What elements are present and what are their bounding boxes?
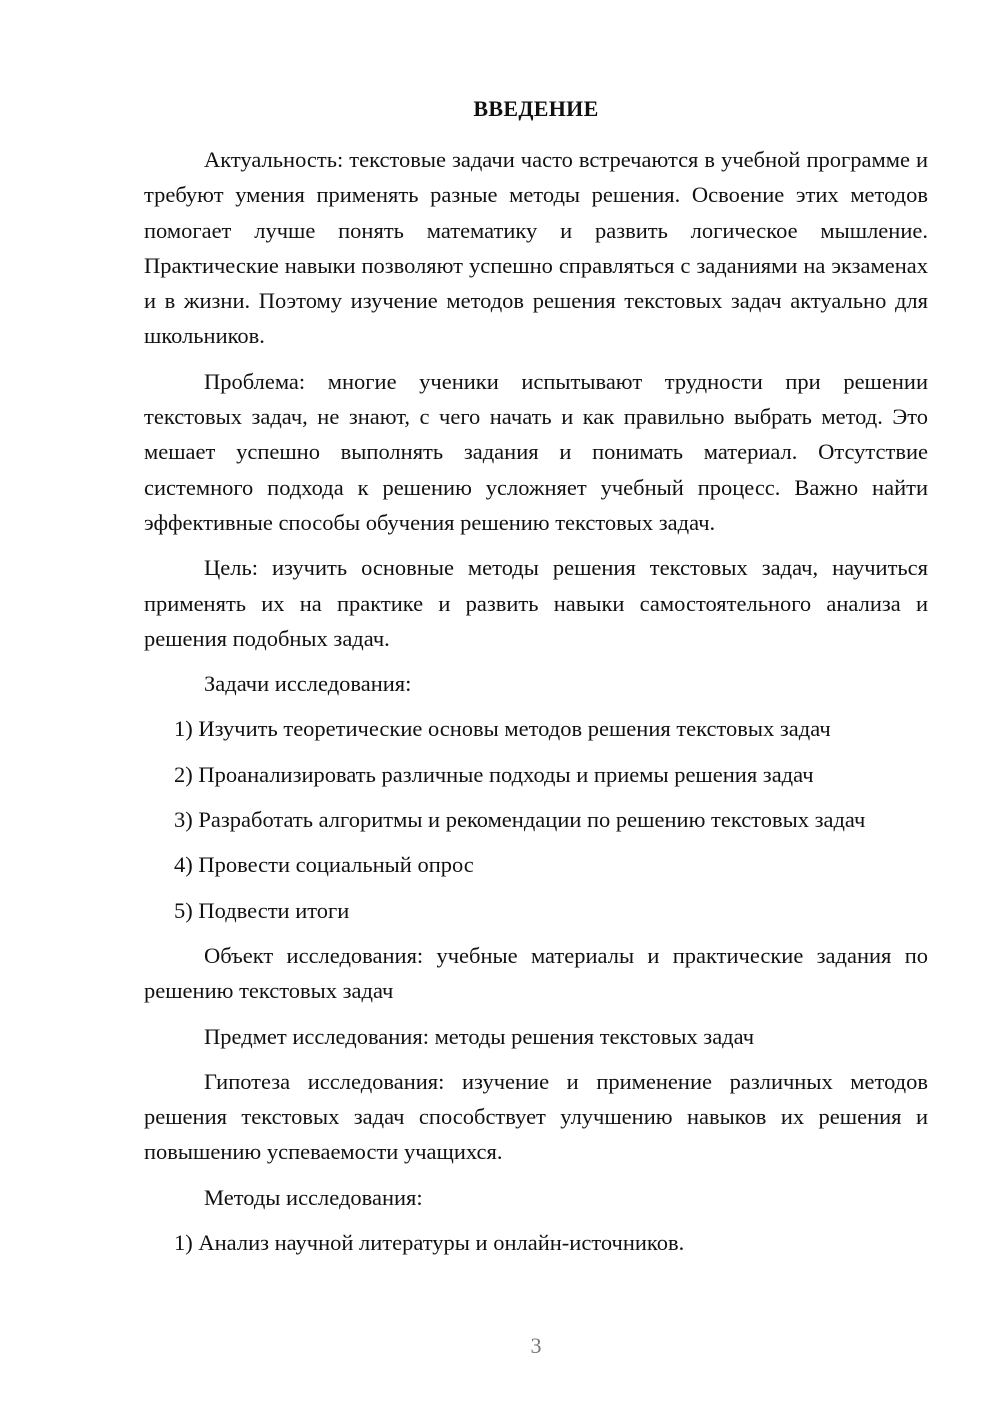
hypothesis-paragraph: Гипотеза исследования: изучение и применение различных методов решения текстовых задач способствует улучшению навыков их решения и повышению успеваемости учащихся.	[144, 1068, 928, 1165]
section-heading: ВВЕДЕНИЕ	[473, 96, 599, 121]
object-paragraph: Объект исследования: учебные материалы и практические задания по решению текстовых задач	[144, 942, 928, 1004]
subject-paragraph: Предмет исследования: методы решения текстовых задач	[204, 1023, 755, 1049]
relevance-paragraph: Актуальность: текстовые задачи часто встречаются в учебной программе и требуют умения применять разные методы решения. Освоение этих методов помогает лучше понять математику и развить логическое мышление. Практические навыки позволяют успешно справляться с заданиями на экзаменах и в жизни. Поэтому изучение методов решения текстовых задач актуально для школьников.	[144, 147, 928, 349]
task-item: 3) Разработать алгоритмы и рекомендации по решению текстовых задач	[174, 807, 866, 833]
task-item: 5) Подвести итоги	[174, 897, 350, 923]
task-item: 4) Провести социальный опрос	[174, 852, 474, 878]
task-item: 1) Изучить теоретические основы методов решения текстовых задач	[174, 716, 831, 742]
problem-paragraph: Проблема: многие ученики испытывают трудности при решении текстовых задач, не знают, с чего начать и как правильно выбрать метод. Это мешает успешно выполнять задания и понимать материал. Отсутствие системного подхода к решению усложняет учебный процесс. Важно найти эффективные способы обучения решению текстовых задач.	[144, 368, 928, 535]
methods-heading: Методы исследования:	[204, 1184, 423, 1210]
document-body	[144, 142, 928, 1270]
method-item: 1) Анализ научной литературы и онлайн-источников.	[174, 1230, 685, 1256]
task-item: 2) Проанализировать различные подходы и приемы решения задач	[174, 761, 814, 787]
tasks-heading: Задачи исследования:	[204, 671, 412, 697]
page-number: 3	[530, 1333, 542, 1358]
goal-paragraph: Цель: изучить основные методы решения текстовых задач, научиться применять их на практике и развить навыки самостоятельного анализа и решения подобных задач.	[144, 555, 928, 651]
